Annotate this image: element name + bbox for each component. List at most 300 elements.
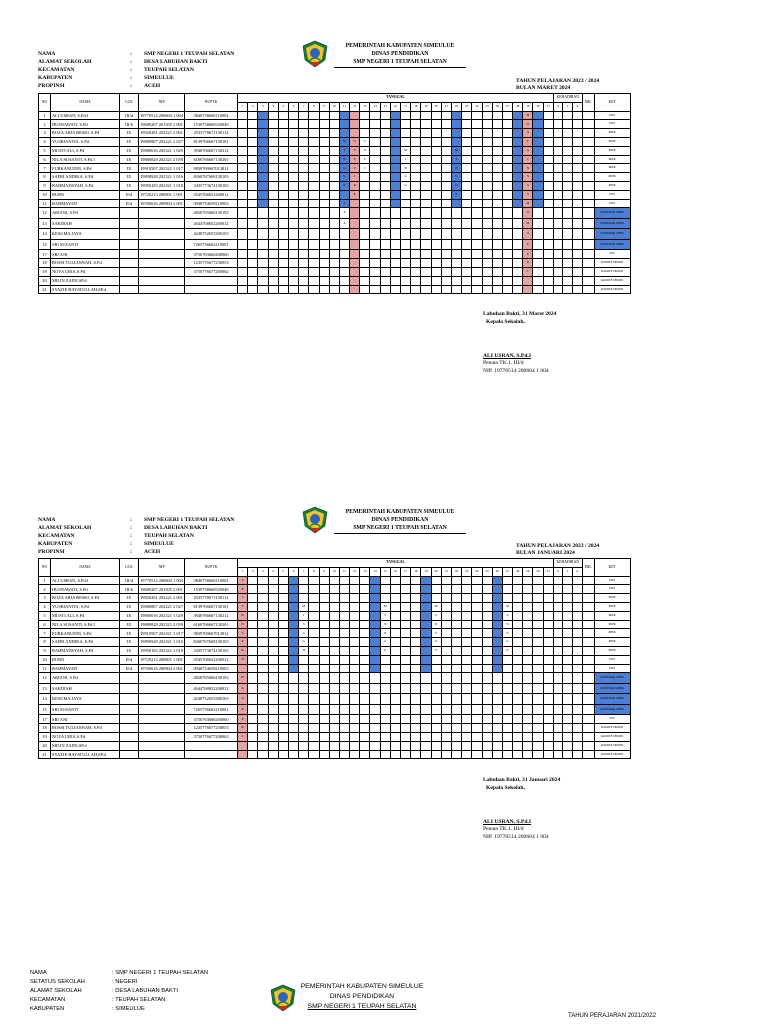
summary-cell [563,164,573,173]
day-cell [380,181,390,190]
day-header: 15 [380,102,390,111]
day-cell [360,250,370,259]
day-cell [329,629,339,638]
day-cell [238,137,248,146]
header-line-2: DINAS PENDIDIKAN [329,993,395,1000]
day-cell [248,218,258,229]
day-cell [543,741,553,750]
day-cell [421,585,431,594]
staff-status: PPPK [594,629,630,638]
day-cell [329,741,339,750]
day-cell [441,239,451,250]
day-cell [329,611,339,620]
day-header: 4 [268,567,278,576]
day-cell [462,259,472,268]
day-cell [533,683,543,694]
day-cell [370,164,380,173]
day-cell [238,120,248,129]
day-cell [380,229,390,240]
day-cell [401,199,411,208]
row-number: 8 [39,638,51,647]
day-cell [299,129,309,138]
office-header-march [330,42,470,68]
day-cell [411,732,421,741]
info-key: ALAMAT SEKOLAH [30,988,82,994]
summary-cell [582,137,594,146]
day-cell [431,576,441,585]
summary-cell [582,646,594,655]
day-cell [421,155,431,164]
summary-cell [563,276,573,285]
staff-gol [120,704,139,715]
day-cell [360,111,370,120]
day-cell [299,724,309,733]
summary-cell [573,664,583,673]
day-cell: N [523,164,533,173]
day-cell [370,146,380,155]
day-cell [380,683,390,694]
day-cell [258,173,268,182]
staff-status: KOMITE MURNI [594,741,630,750]
day-cell [268,620,278,629]
day-cell [523,646,533,655]
day-cell [339,229,349,240]
day-cell [288,146,298,155]
table-row [39,646,631,655]
summary-cell [563,750,573,759]
day-cell [441,208,451,219]
day-cell [288,664,298,673]
day-cell [299,673,309,684]
day-cell [360,750,370,759]
day-cell [513,146,523,155]
summary-cell [553,611,563,620]
day-cell: M [299,602,309,611]
day-cell [288,239,298,250]
staff-status: KOMITE MURNI [594,259,630,268]
day-cell [451,285,461,294]
day-header: 29 [523,567,533,576]
summary-cell [553,129,563,138]
staff-status: KONTRAK APBK [594,683,630,694]
staff-name: SAKDIAH [51,683,120,694]
day-cell [258,602,268,611]
day-cell [309,190,319,199]
signer-name: ALI USRAN, S.Pd.I [483,352,532,359]
summary-cell [553,276,563,285]
day-cell: E [238,638,248,647]
summary-cell [573,276,583,285]
day-cell [309,724,319,733]
day-cell [299,694,309,705]
day-cell: C [360,137,370,146]
table-row [39,750,631,759]
day-cell: T [238,576,248,585]
day-cell [309,594,319,603]
staff-gol [120,208,139,219]
day-cell [248,173,258,182]
day-cell [492,190,502,199]
summary-cell [573,173,583,182]
day-cell [329,704,339,715]
summary-cell [573,683,583,694]
staff-name: ALI USRAN, S.Pd.I [51,576,120,585]
day-cell [299,732,309,741]
day-cell [380,732,390,741]
day-cell [462,646,472,655]
day-cell [401,585,411,594]
day-cell [421,750,431,759]
day-cell [401,120,411,129]
day-cell [288,199,298,208]
summary-cell [563,715,573,724]
day-cell [390,732,400,741]
day-cell [380,576,390,585]
day-cell [319,120,329,129]
day-cell [299,239,309,250]
day-cell [278,646,288,655]
header-row [39,559,631,568]
day-cell [380,259,390,268]
info-value: ACEH [144,83,161,90]
day-cell [482,129,492,138]
day-cell [472,724,482,733]
signer-role: Kepala Sekolah, [486,318,525,325]
summary-cell [553,750,563,759]
day-cell [319,646,329,655]
day-cell [288,638,298,647]
day-cell [329,576,339,585]
day-cell [513,173,523,182]
day-cell [533,585,543,594]
table-row [39,129,631,138]
day-cell [309,229,319,240]
day-cell [258,259,268,268]
day-cell [502,164,512,173]
day-header: 27 [502,102,512,111]
day-cell [441,229,451,240]
day-cell [502,190,512,199]
day-cell [319,129,329,138]
signer-rank: Penata TK.1. III/d [483,826,524,833]
day-cell [268,267,278,276]
day-cell [401,724,411,733]
day-cell [380,715,390,724]
info-colon: : [130,533,132,540]
summary-cell [582,218,594,229]
day-cell [390,239,400,250]
summary-cell [582,741,594,750]
day-cell [258,250,268,259]
day-cell [360,673,370,684]
info-value: : SMP NEGERI 1 TEUPAH SELATAN [112,970,209,976]
day-cell [309,620,319,629]
day-cell [329,655,339,664]
day-cell [268,239,278,250]
day-cell [329,199,339,208]
summary-cell [563,694,573,705]
summary-cell [553,704,563,715]
day-cell [482,646,492,655]
day-cell: M [502,602,512,611]
day-cell [533,638,543,647]
row-number: 8 [39,173,51,182]
day-cell [451,724,461,733]
day-cell [380,199,390,208]
day-cell [502,137,512,146]
summary-cell [582,181,594,190]
header-line-3: SMP NEGERI 1 TEUPAH SELATAN [334,524,466,534]
day-cell [329,664,339,673]
day-cell: A [523,146,533,155]
day-cell [472,285,482,294]
day-cell [451,741,461,750]
day-cell [462,750,472,759]
day-cell [248,276,258,285]
day-cell [288,683,298,694]
day-cell [380,724,390,733]
table-row [39,137,631,146]
day-cell: G [401,181,411,190]
day-cell [492,250,502,259]
day-cell [421,267,431,276]
day-cell [329,638,339,647]
staff-gol: III/d [120,111,139,120]
month-label: BULAN JANUARI 2024 [516,550,575,556]
day-cell: E [380,646,390,655]
day-cell [248,620,258,629]
day-cell [472,576,482,585]
day-cell [248,208,258,219]
summary-cell [553,146,563,155]
table-row [39,146,631,155]
day-cell [462,181,472,190]
day-cell [370,585,380,594]
day-cell [421,629,431,638]
staff-status: PNS [594,655,630,664]
day-cell: N [502,620,512,629]
staff-nip [139,229,185,240]
day-cell: E [523,239,533,250]
day-cell [513,732,523,741]
staff-name: NILA SUSANTI, S.Pd.I [51,155,120,164]
day-cell [421,724,431,733]
day-cell [258,190,268,199]
day-cell [492,602,502,611]
day-cell [482,199,492,208]
staff-gol: IX [120,146,139,155]
day-cell [513,629,523,638]
day-cell [462,594,472,603]
day-header: 9 [319,567,329,576]
staff-name: ALI USRAN, S.Pd.I [51,111,120,120]
day-cell [472,250,482,259]
day-cell [258,585,268,594]
day-cell [370,229,380,240]
day-cell [492,655,502,664]
day-cell [309,664,319,673]
staff-nuptk: 4828765666130192 [185,673,238,684]
day-cell [492,664,502,673]
day-cell [278,585,288,594]
day-cell [370,137,380,146]
day-cell [299,259,309,268]
day-cell: E [431,646,441,655]
day-cell [492,285,502,294]
day-cell [380,111,390,120]
day-cell [268,250,278,259]
day-cell [370,750,380,759]
table-row [39,732,631,741]
day-cell [268,683,278,694]
day-cell [543,129,553,138]
day-cell [360,259,370,268]
day-cell [258,620,268,629]
day-cell [472,694,482,705]
day-cell [278,218,288,229]
staff-status: PPPK [594,646,630,655]
day-cell [543,638,553,647]
header-line-2: DINAS PENDIDIKAN [371,517,429,523]
day-cell [492,276,502,285]
day-cell [360,611,370,620]
day-cell [238,664,248,673]
day-cell [350,629,360,638]
staff-status: PPPK [594,611,630,620]
day-cell [472,146,482,155]
summary-cell [573,229,583,240]
day-cell [411,155,421,164]
day-cell [248,611,258,620]
day-cell [360,683,370,694]
day-cell [329,181,339,190]
day-cell [339,259,349,268]
summary-cell [553,594,563,603]
day-cell [309,199,319,208]
day-cell [401,250,411,259]
day-cell [513,190,523,199]
day-cell [543,208,553,219]
day-cell [411,576,421,585]
summary-cell [573,285,583,294]
day-cell [421,602,431,611]
day-cell: I [523,155,533,164]
staff-status: PPPK [594,594,630,603]
day-cell [513,111,523,120]
day-cell [268,120,278,129]
day-cell [278,732,288,741]
table-row [39,111,631,120]
staff-nip [139,715,185,724]
summary-cell [573,250,583,259]
day-cell [533,239,543,250]
day-cell [329,585,339,594]
day-cell [533,673,543,684]
day-cell [309,218,319,229]
day-header: 13 [360,567,370,576]
info-key: NAMA [30,970,47,976]
staff-nuptk: 4248752655300103 [185,229,238,240]
day-cell [421,741,431,750]
summary-cell [573,715,583,724]
day-cell [299,146,309,155]
summary-cell [553,602,563,611]
day-cell [380,673,390,684]
day-cell [492,704,502,715]
day-cell [441,704,451,715]
day-cell [380,585,390,594]
table-row [39,285,631,294]
day-cell [370,120,380,129]
row-number: 19 [39,732,51,741]
day-cell [431,229,441,240]
day-cell [248,137,258,146]
day-cell [238,111,248,120]
day-cell [350,594,360,603]
day-cell [492,181,502,190]
day-cell [288,620,298,629]
day-cell [451,683,461,694]
day-header: 28 [513,102,523,111]
table-row [39,190,631,199]
staff-gol [120,229,139,240]
day-cell [451,250,461,259]
staff-name: SRI SUSANTI [51,704,120,715]
day-cell [319,218,329,229]
day-cell [401,239,411,250]
day-cell [278,285,288,294]
day-cell [380,239,390,250]
summary-cell [553,655,563,664]
day-cell [411,199,421,208]
day-cell [513,585,523,594]
day-cell [543,173,553,182]
day-cell [390,155,400,164]
info-value: SMP NEGERI 1 TEUPAH SELATAN [144,51,235,57]
summary-cell [563,673,573,684]
day-header: 3 [258,102,268,111]
info-row [30,978,208,987]
day-cell [492,259,502,268]
day-cell [288,732,298,741]
day-cell [472,732,482,741]
day-cell [238,190,248,199]
summary-cell [582,655,594,664]
day-cell [472,655,482,664]
summary-cell [563,585,573,594]
day-cell [513,129,523,138]
day-cell [513,276,523,285]
day-cell [339,611,349,620]
day-cell [288,611,298,620]
month-label: BULAN MARET 2024 [516,85,571,91]
day-cell [248,111,258,120]
table-row [39,199,631,208]
day-cell [258,208,268,219]
summary-cell [563,155,573,164]
day-cell [441,664,451,673]
day-cell [502,250,512,259]
day-cell [513,683,523,694]
day-cell [319,620,329,629]
day-cell [523,276,533,285]
day-cell [431,259,441,268]
day-cell: R [350,181,360,190]
day-cell: T [238,602,248,611]
table-row [39,673,631,684]
day-cell [543,259,553,268]
day-cell [462,229,472,240]
